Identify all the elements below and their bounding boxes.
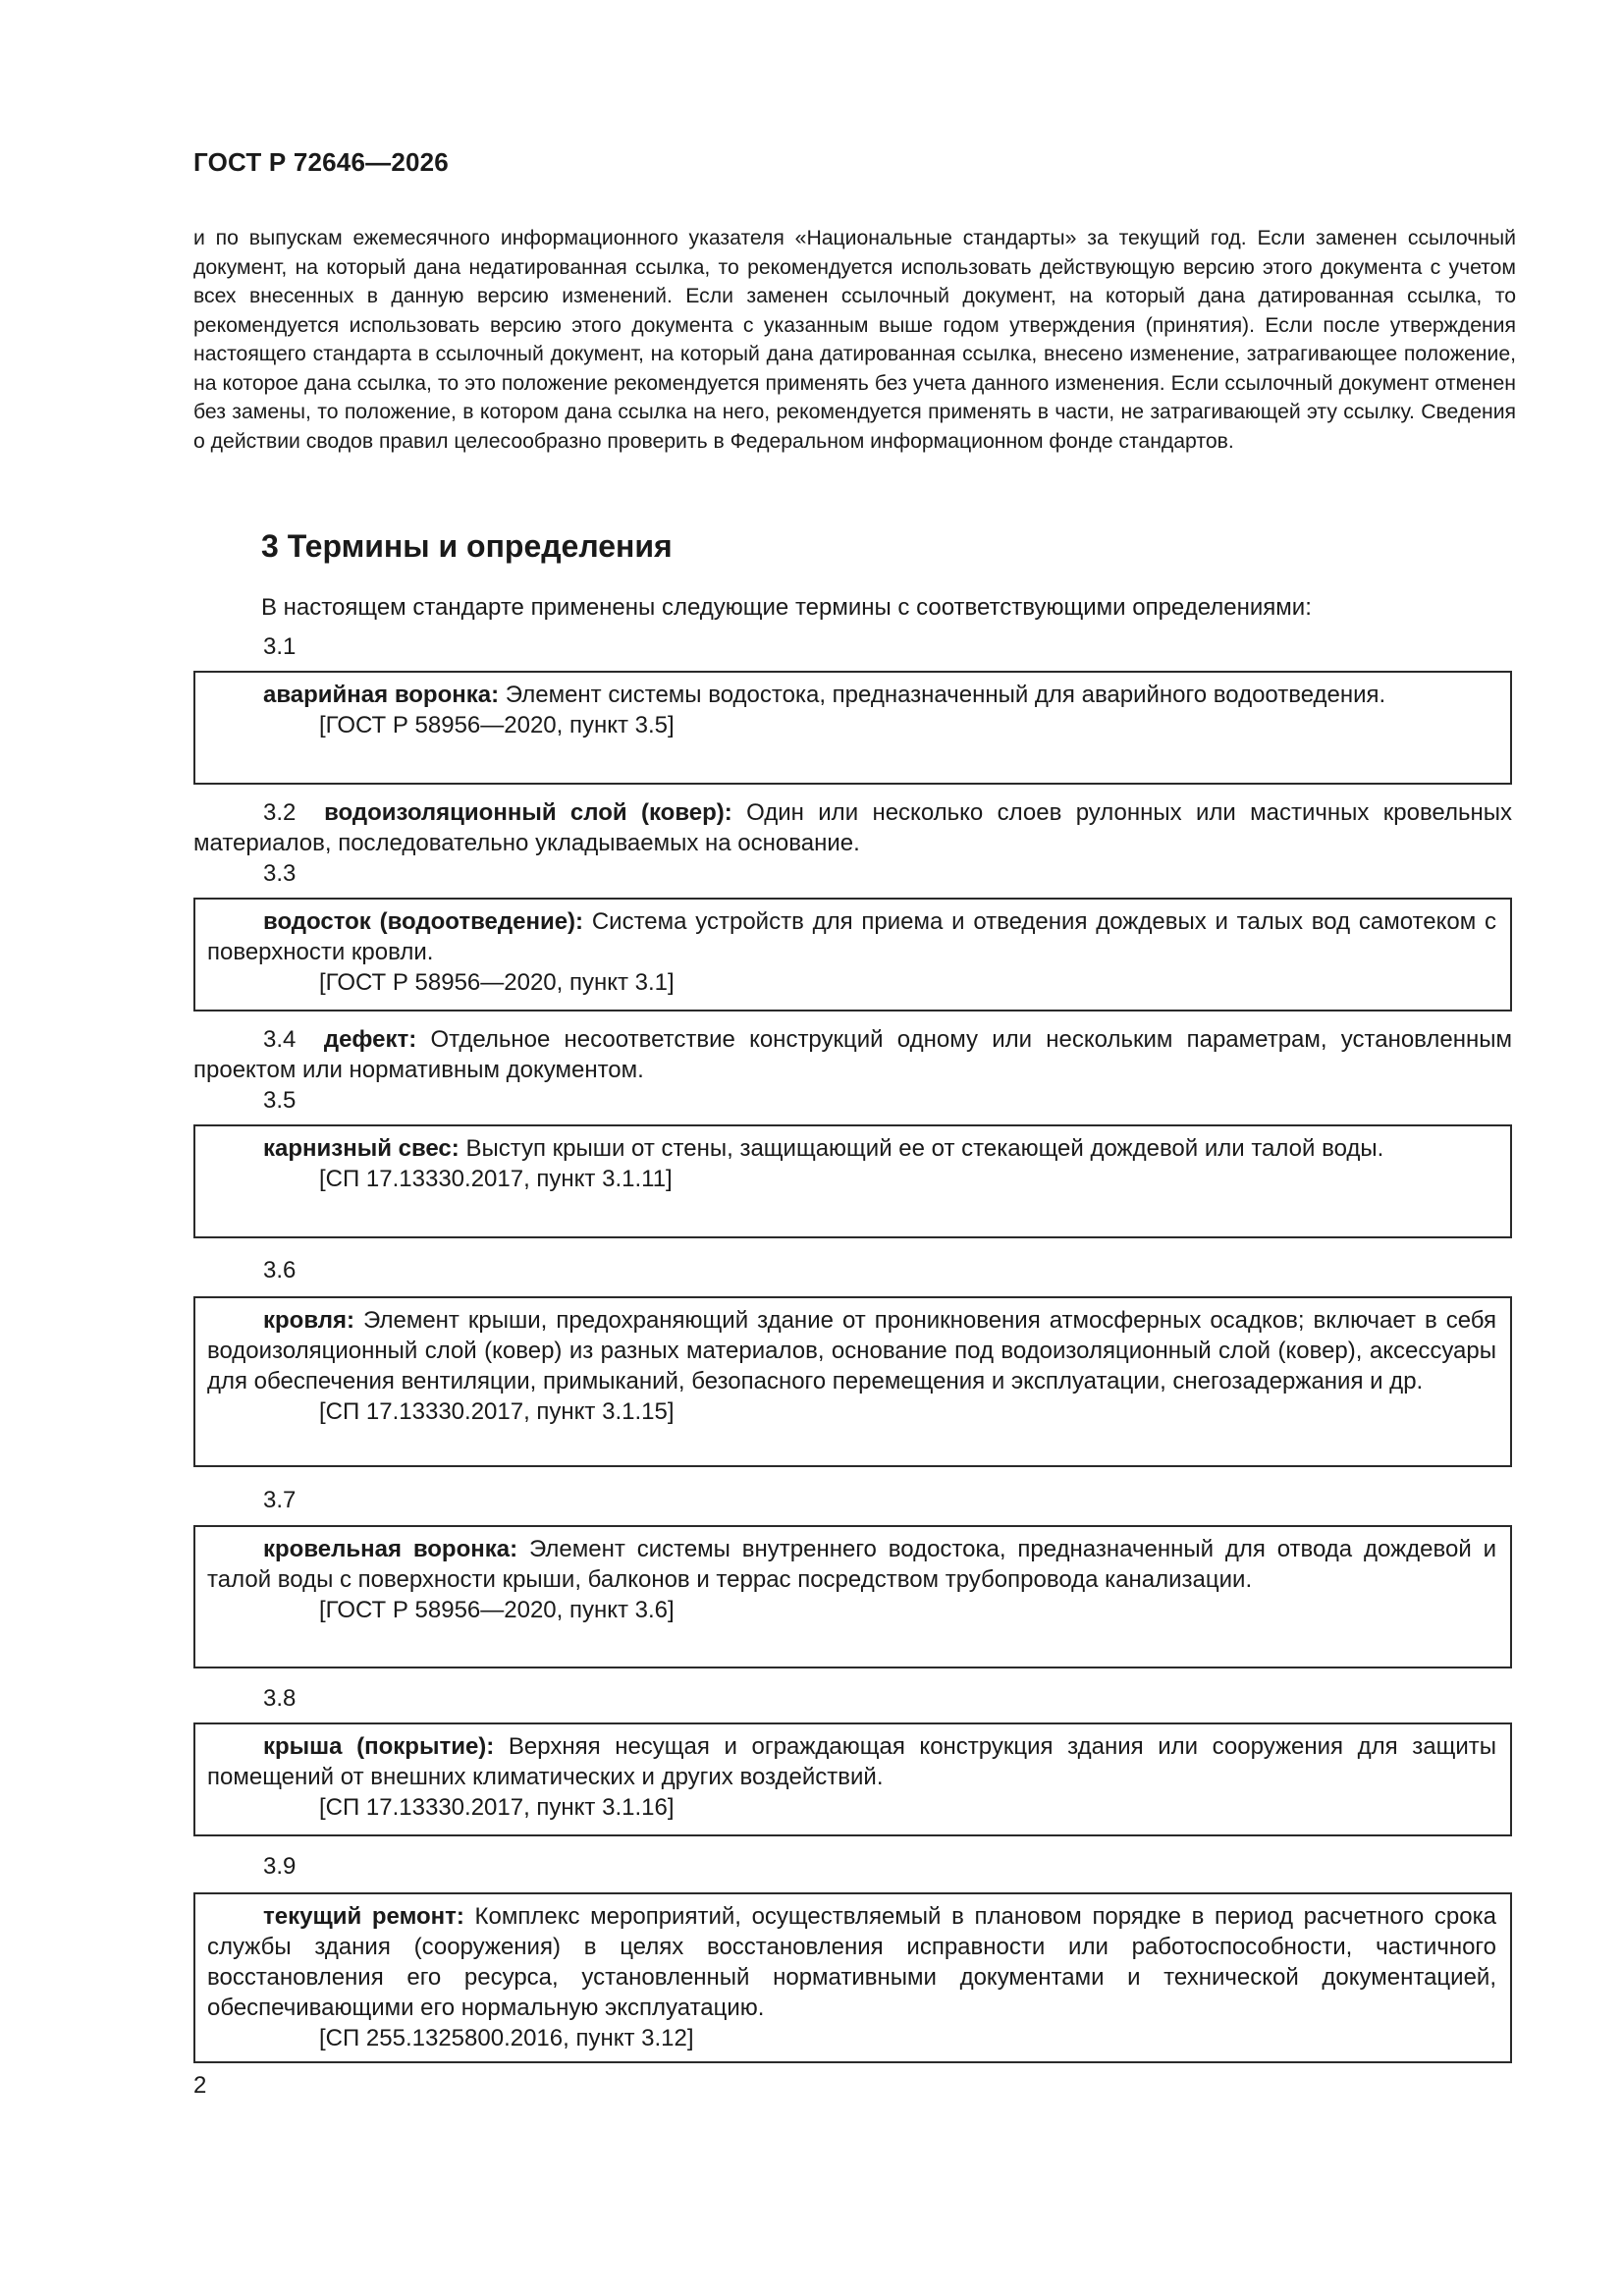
- document-code: ГОСТ Р 72646—2026: [193, 147, 449, 177]
- term-number: 3.2: [263, 799, 297, 826]
- term-source: [СП 17.13330.2017, пункт 3.1.16]: [319, 1794, 675, 1821]
- term-number: 3.5: [263, 1087, 297, 1114]
- term-definition: Комплекс мероприятий, осуществляемый в плановом порядке в период расчетного срока службы здания (сооружения) в целях восстановления исправности или работоспособности, частичного восстановления его ресурса, установленный нормативными документами и технической документацией, обеспечивающими его нормальную эксплуатацию.: [207, 1903, 1496, 2021]
- term-definition: Верхняя несущая и ограждающая конструкция здания или сооружения для защиты помещений от внешних климатических и других воздействий.: [207, 1733, 1497, 1790]
- term-box-roofing: [193, 1296, 1512, 1467]
- term-title: карнизный свес:: [263, 1135, 460, 1162]
- term-paragraph-defect: [193, 1024, 1512, 1085]
- term-definition: Элемент системы внутреннего водостока, предназначенный для отвода дождевой и талой воды с поверхности крыши, балконов и террас посредством трубопровода канализации.: [207, 1536, 1496, 1593]
- intro-paragraph: [193, 224, 1516, 456]
- term-source: [ГОСТ Р 58956—2020, пункт 3.6]: [319, 1597, 675, 1623]
- term-number: 3.4: [263, 1026, 297, 1053]
- term-paragraph-waterproofing-layer: [193, 797, 1512, 858]
- term-definition: Элемент системы водостока, предназначенный для аварийного водоотведения.: [499, 682, 1386, 708]
- page-number: 2: [193, 2072, 207, 2099]
- section-intro: В настоящем стандарте применены следующие термины с соответствующими определениями:: [261, 594, 1312, 621]
- term-title: аварийная воронка:: [263, 682, 500, 708]
- term-title: крыша (покрытие):: [263, 1733, 495, 1760]
- term-title: кровельная воронка:: [263, 1536, 518, 1562]
- term-source: [ГОСТ Р 58956—2020, пункт 3.1]: [319, 969, 675, 996]
- term-box-eaves-overhang: [193, 1124, 1512, 1238]
- section-title: 3 Термины и определения: [261, 528, 673, 564]
- term-box-roof-funnel: [193, 1525, 1512, 1668]
- term-box-current-repair: [193, 1892, 1512, 2063]
- term-source: [СП 255.1325800.2016, пункт 3.12]: [319, 2025, 694, 2051]
- term-number: 3.8: [263, 1685, 297, 1712]
- term-number: 3.6: [263, 1257, 297, 1284]
- term-title: водоизоляционный слой (ковер):: [324, 799, 732, 826]
- term-title: кровля:: [263, 1307, 355, 1334]
- term-definition: Выступ крыши от стены, защищающий ее от стекающей дождевой или талой воды.: [459, 1135, 1384, 1162]
- term-box-drainage: [193, 898, 1512, 1011]
- term-definition: Система устройств для приема и отведения дождевых и талых вод самотеком с поверхности кровли.: [207, 908, 1497, 965]
- term-title: дефект:: [323, 1026, 417, 1053]
- term-definition: Отдельное несоответствие конструкций одному или нескольким параметрам, установленным проектом или нормативным документом.: [193, 1026, 1512, 1083]
- term-box-roof-covering: [193, 1722, 1512, 1836]
- term-definition: Элемент крыши, предохраняющий здание от проникновения атмосферных осадков; включает в себя водоизоляционный слой (ковер) из разных материалов, основание под водоизоляционный слой (ковер), аксессуары для обеспечения вентиляции, примыканий, безопасного перемещения и эксплуатации, снегозадержания и др.: [207, 1307, 1496, 1394]
- term-source: [СП 17.13330.2017, пункт 3.1.11]: [319, 1166, 673, 1192]
- term-title: текущий ремонт:: [263, 1903, 464, 1930]
- term-title: водосток (водоотведение):: [263, 908, 584, 935]
- term-number: 3.7: [263, 1487, 297, 1513]
- term-box-emergency-funnel: [193, 671, 1512, 785]
- term-definition: Один или несколько слоев рулонных или мастичных кровельных материалов, последовательно укладываемых на основание.: [193, 799, 1512, 856]
- intro-text: и по выпускам ежемесячного информационного указателя «Национальные стандарты» за текущий год. Если заменен ссылочный документ, на который дана недатированная ссылка, то рекомендуется использовать действующую версию этого документа с учетом всех внесенных в данную версию изменений. Если заменен ссылочный документ, на который дана датированная ссылка, то рекомендуется использовать версию этого документа с указанным выше годом утверждения (принятия). Если после утверждения настоящего стандарта в ссылочный документ, на который дана датированная ссылка, внесено изменение, затрагивающее положение, на которое дана ссылка, то это положение рекомендуется применять без учета данного изменения. Если ссылочный документ отменен без замены, то положение, в котором дана ссылка на него, рекомендуется применять в части, не затрагивающей эту ссылку. Сведения о действии сводов правил целесообразно проверить в Федеральном информационном фонде стандартов.: [193, 227, 1516, 453]
- term-number: 3.3: [263, 860, 297, 887]
- term-source: [СП 17.13330.2017, пункт 3.1.15]: [319, 1398, 675, 1425]
- term-source: [ГОСТ Р 58956—2020, пункт 3.5]: [319, 712, 675, 738]
- term-number: 3.9: [263, 1853, 297, 1880]
- term-number: 3.1: [263, 633, 297, 660]
